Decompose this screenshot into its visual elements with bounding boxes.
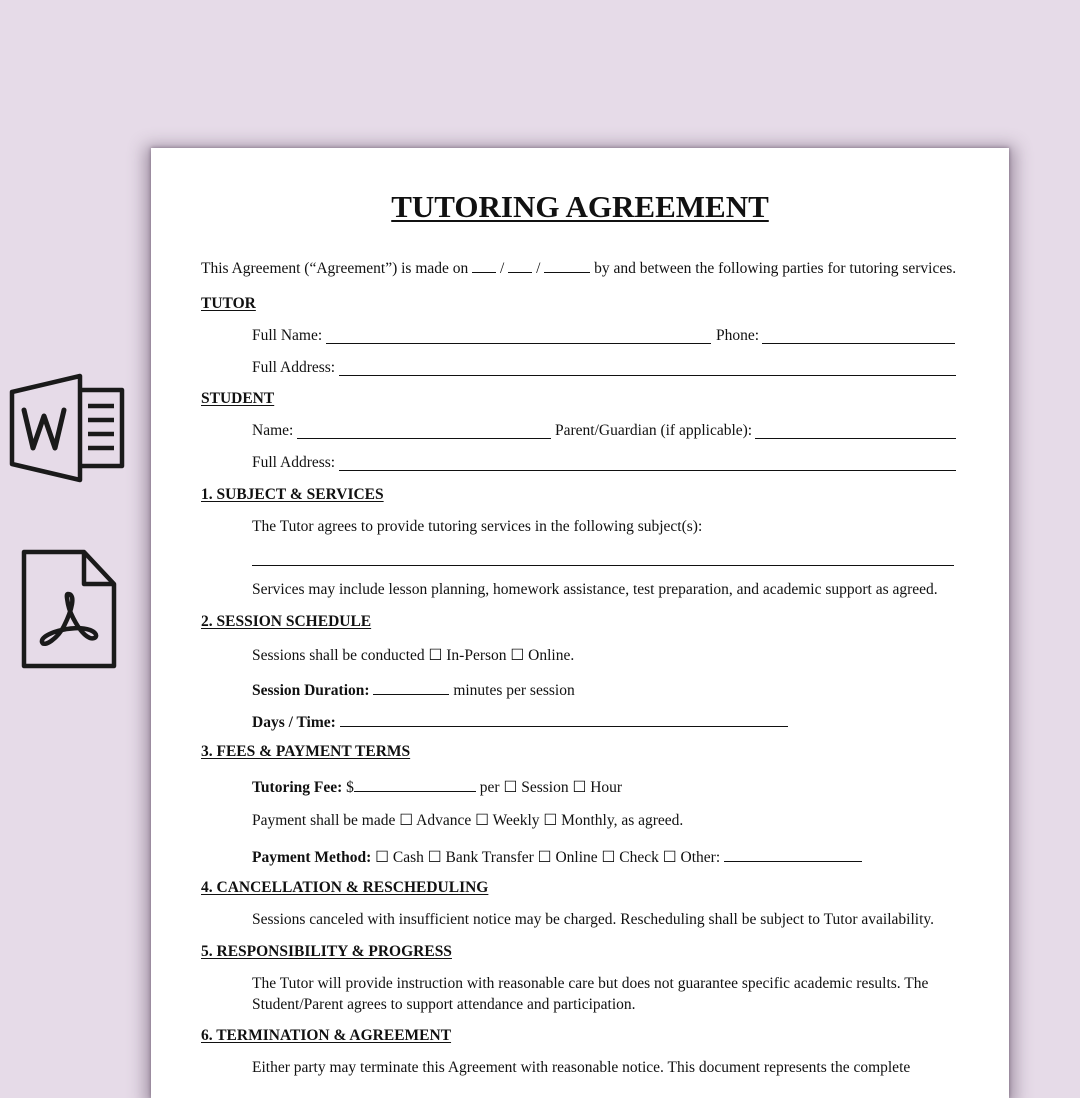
responsibility-text-2: Student/Parent agrees to support attendance and participation. (252, 996, 636, 1013)
tutoring-fee-line (252, 777, 622, 797)
termination-heading: 6. TERMINATION & AGREEMENT (201, 1027, 452, 1044)
payment-method-options[interactable]: ☐ Cash ☐ Bank Transfer ☐ Online ☐ Check ☐ Other: (375, 849, 721, 866)
services-included-text: Services may include lesson planning, homework assistance, test preparation, and academic support as agreed. (252, 581, 938, 598)
responsibility-heading: 5. RESPONSIBILITY & PROGRESS (201, 943, 452, 960)
student-heading: STUDENT (201, 390, 275, 407)
student-address-field[interactable] (339, 470, 956, 471)
agreement-page (151, 148, 1009, 1098)
subject-services-text: The Tutor agrees to provide tutoring services in the following subject(s): (252, 518, 703, 535)
student-address-label: Full Address: (252, 454, 336, 471)
tutor-full-name-label: Full Name: (252, 327, 323, 344)
session-duration-label: Session Duration: (252, 682, 370, 699)
guardian-field[interactable] (755, 438, 956, 439)
intro-line: This Agreement (“Agreement”) is made on / / by and between the following parties for tutoring services. (201, 260, 957, 277)
pdf-document-icon (20, 548, 118, 670)
subject-services-heading: 1. SUBJECT & SERVICES (201, 486, 384, 503)
duration-unit-text: minutes per session (453, 682, 575, 699)
student-name-label: Name: (252, 422, 294, 439)
tutor-address-label: Full Address: (252, 359, 336, 376)
payment-method-other-field[interactable] (724, 847, 862, 862)
tutoring-fee-label: Tutoring Fee: (252, 779, 343, 796)
tutor-address-field[interactable] (339, 375, 956, 376)
cancellation-heading: 4. CANCELLATION & RESCHEDULING (201, 879, 489, 896)
word-document-icon (8, 370, 128, 486)
termination-text-1: Either party may terminate this Agreement with reasonable notice. This document represents the complete (252, 1059, 911, 1076)
date-blank-day[interactable] (508, 258, 532, 273)
fees-payment-heading: 3. FEES & PAYMENT TERMS (201, 743, 411, 760)
responsibility-text-1: The Tutor will provide instruction with reasonable care but does not guarantee specific academic results. The (252, 975, 929, 992)
student-name-field[interactable] (297, 438, 551, 439)
session-mode-options[interactable]: Sessions shall be conducted ☐ In-Person ☐ Online. (252, 647, 575, 664)
subjects-field[interactable] (252, 565, 954, 566)
tutor-heading: TUTOR (201, 295, 256, 312)
fee-unit-options[interactable]: per ☐ Session ☐ Hour (479, 779, 623, 796)
days-time-field[interactable] (340, 712, 788, 727)
tutoring-fee-field[interactable] (354, 777, 476, 792)
session-duration-line (252, 680, 575, 700)
days-time-label: Days / Time: (252, 714, 336, 731)
payment-frequency-options[interactable]: Payment shall be made ☐ Advance ☐ Weekly ☐ Monthly, as agreed. (252, 812, 684, 829)
date-blank-month[interactable] (472, 258, 496, 273)
payment-method-label: Payment Method: (252, 849, 372, 866)
tutor-phone-field[interactable] (762, 343, 955, 344)
session-duration-field[interactable] (373, 680, 449, 695)
tutor-full-name-field[interactable] (326, 343, 711, 344)
guardian-label: Parent/Guardian (if applicable): (555, 422, 753, 439)
session-schedule-heading: 2. SESSION SCHEDULE (201, 613, 372, 630)
dollar-sign: $ (346, 779, 354, 796)
days-time-line (252, 712, 788, 732)
tutor-phone-label: Phone: (716, 327, 760, 344)
cancellation-text: Sessions canceled with insufficient notice may be charged. Rescheduling shall be subject to Tutor availability. (252, 911, 934, 928)
payment-method-line (252, 847, 862, 867)
date-blank-year[interactable] (544, 258, 590, 273)
document-title: TUTORING AGREEMENT (391, 189, 769, 224)
